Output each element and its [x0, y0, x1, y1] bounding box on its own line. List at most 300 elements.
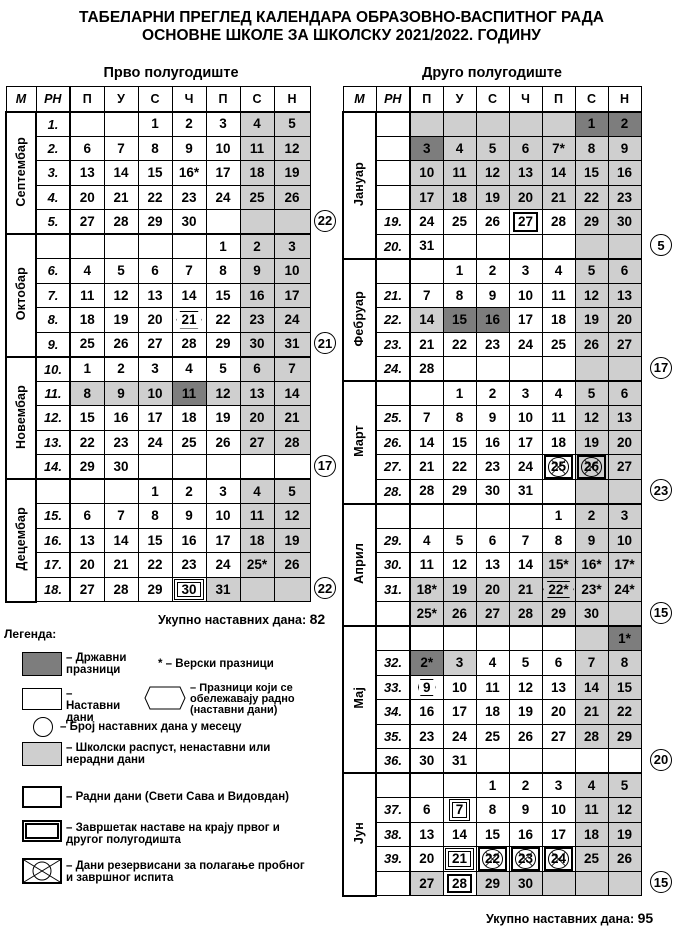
- day-cell: 22: [206, 308, 240, 333]
- end-of-term-swatch: [22, 820, 62, 842]
- day-cell: 24: [410, 210, 443, 235]
- day-cell: 8: [206, 259, 240, 284]
- column-header: П: [542, 87, 575, 112]
- first-half-calendar: [5, 86, 311, 603]
- day-cell: 13: [509, 161, 542, 186]
- day-cell: 27: [70, 577, 104, 602]
- week-row: [343, 479, 641, 504]
- day-cell: 17: [206, 161, 240, 186]
- legend-teaching-days: – Наставни дани: [66, 688, 121, 724]
- day-cell: 9: [476, 283, 509, 308]
- day-cell: [575, 749, 608, 774]
- day-cell: 12: [476, 161, 509, 186]
- week-number: 18.: [36, 577, 70, 602]
- day-cell: 15: [476, 822, 509, 847]
- day-cell: 19: [274, 528, 310, 553]
- week-row: [343, 455, 641, 480]
- day-cell: 13: [240, 381, 274, 406]
- day-cell: 20: [240, 406, 274, 431]
- day-cell: 25: [542, 332, 575, 357]
- day-cell: 11: [410, 553, 443, 578]
- week-number: 20.: [376, 234, 410, 259]
- day-cell: 3: [509, 381, 542, 406]
- month-name: Фебруар: [352, 290, 367, 347]
- day-cell: 28: [274, 430, 310, 455]
- day-cell: 26: [104, 332, 138, 357]
- day-cell: 7: [410, 406, 443, 431]
- week-number: 27.: [376, 455, 410, 480]
- day-cell: 17: [509, 308, 542, 333]
- day-cell: [240, 577, 274, 602]
- week-row: [343, 773, 641, 798]
- day-cell: 25*: [410, 602, 443, 627]
- school-break-swatch: [22, 742, 62, 766]
- week-row: [343, 749, 641, 774]
- week-row: [343, 700, 641, 725]
- day-cell: 9: [172, 136, 206, 161]
- week-number: 17.: [36, 553, 70, 578]
- day-cell: [542, 749, 575, 774]
- day-cell: [575, 626, 608, 651]
- day-cell: 24: [206, 553, 240, 578]
- day-cell: 31: [443, 749, 476, 774]
- day-cell: 19: [274, 161, 310, 186]
- day-cell: 30: [104, 455, 138, 480]
- day-cell: 10: [542, 798, 575, 823]
- day-cell: 25: [70, 332, 104, 357]
- week-row: [6, 185, 310, 210]
- day-cell: [443, 847, 476, 872]
- day-cell: 16: [476, 430, 509, 455]
- day-cell: 7: [274, 357, 310, 382]
- day-cell: 20: [70, 185, 104, 210]
- week-number: 28.: [376, 479, 410, 504]
- column-header: С: [575, 87, 608, 112]
- state-holiday-swatch: [22, 652, 62, 676]
- column-header: П: [70, 87, 104, 112]
- day-cell: 18: [70, 308, 104, 333]
- day-cell: 22: [70, 430, 104, 455]
- day-cell: [443, 871, 476, 896]
- day-cell: 10: [608, 528, 641, 553]
- week-number: [376, 112, 410, 137]
- day-cell: 25: [172, 430, 206, 455]
- first-half-title: Прво полугодиште: [103, 65, 239, 81]
- day-cell: 30: [476, 479, 509, 504]
- day-cell: 3: [206, 479, 240, 504]
- day-cell: 10: [443, 675, 476, 700]
- month-cell: [6, 479, 36, 602]
- day-cell: 27: [410, 871, 443, 896]
- day-cell: 20: [476, 577, 509, 602]
- week-row: [343, 577, 641, 602]
- day-cell: 25: [476, 724, 509, 749]
- day-cell: 14: [104, 528, 138, 553]
- day-cell: 17: [443, 700, 476, 725]
- day-cell: 1: [575, 112, 608, 137]
- day-cell: 21: [274, 406, 310, 431]
- working-day-swatch: [22, 786, 62, 808]
- day-cell: 8: [608, 651, 641, 676]
- day-cell: 18: [240, 161, 274, 186]
- day-cell: 12: [575, 406, 608, 431]
- week-number: 30.: [376, 553, 410, 578]
- week-number: [376, 871, 410, 896]
- day-cell: 29: [608, 724, 641, 749]
- day-cell: 10: [138, 381, 172, 406]
- day-cell: 6: [138, 259, 172, 284]
- day-cell: 20: [509, 185, 542, 210]
- week-row: [343, 651, 641, 676]
- day-cell: 16: [410, 700, 443, 725]
- day-cell: 20: [70, 553, 104, 578]
- day-cell: 3: [509, 259, 542, 284]
- week-row: [343, 210, 641, 235]
- column-header: РН: [376, 87, 410, 112]
- day-cell: 7: [410, 283, 443, 308]
- day-cell: 2: [104, 357, 138, 382]
- legend-days-per-month: – Број наставних дана у месецу: [60, 721, 242, 733]
- day-cell: [509, 112, 542, 137]
- day-cell: [443, 112, 476, 137]
- day-cell: 11: [476, 675, 509, 700]
- day-cell: 23: [476, 455, 509, 480]
- day-cell: 28: [104, 210, 138, 235]
- day-cell: 27: [542, 724, 575, 749]
- month-day-count: 15: [650, 871, 672, 893]
- day-cell: 21: [542, 185, 575, 210]
- day-cell: 8: [138, 504, 172, 529]
- holiday-working-marker: 21: [176, 311, 201, 329]
- day-cell: [206, 210, 240, 235]
- week-row: [6, 479, 310, 504]
- day-cell: 18: [542, 308, 575, 333]
- day-cell: 31: [410, 234, 443, 259]
- day-cell: 13: [138, 283, 172, 308]
- day-cell: 31: [509, 479, 542, 504]
- day-cell: 17: [542, 822, 575, 847]
- day-cell: 6: [608, 259, 641, 284]
- month-cell: [343, 773, 376, 896]
- day-cell: 15: [206, 283, 240, 308]
- day-cell: 19: [575, 430, 608, 455]
- day-cell: 15: [138, 528, 172, 553]
- week-row: [343, 259, 641, 284]
- day-cell: 13: [410, 822, 443, 847]
- day-cell: 30: [509, 871, 542, 896]
- day-cell: 29: [476, 871, 509, 896]
- week-row: [6, 161, 310, 186]
- day-cell: [410, 675, 443, 700]
- day-cell: [206, 455, 240, 480]
- day-cell: 15: [443, 430, 476, 455]
- day-cell: [70, 112, 104, 137]
- week-row: [343, 553, 641, 578]
- day-cell: 1: [70, 357, 104, 382]
- day-cell: 1: [542, 504, 575, 529]
- month-name: Јануар: [352, 161, 367, 206]
- month-cell: [343, 381, 376, 504]
- day-cell: 5: [509, 651, 542, 676]
- day-cell: 9: [608, 136, 641, 161]
- day-cell: 23: [240, 308, 274, 333]
- week-row: [6, 332, 310, 357]
- day-cell: 12: [274, 136, 310, 161]
- week-row: [343, 406, 641, 431]
- exam-day-marker: 25: [544, 455, 573, 479]
- day-cell: 9: [575, 528, 608, 553]
- exam-day-marker: 24: [544, 847, 573, 871]
- day-cell: 5: [274, 479, 310, 504]
- week-number: 2.: [36, 136, 70, 161]
- day-cell: 16*: [172, 161, 206, 186]
- week-row: [343, 308, 641, 333]
- week-number: 7.: [36, 283, 70, 308]
- day-cell: 24: [206, 185, 240, 210]
- legend-religious-holidays: * – Верски празници: [158, 658, 274, 670]
- day-cell: 21: [575, 700, 608, 725]
- day-cell: 29: [138, 577, 172, 602]
- day-cell: 1: [138, 112, 172, 137]
- day-cell: 10: [274, 259, 310, 284]
- week-row: [343, 357, 641, 382]
- column-header: С: [240, 87, 274, 112]
- exam-day-marker: 22: [478, 847, 507, 871]
- week-row: [343, 430, 641, 455]
- day-cell: 7: [172, 259, 206, 284]
- day-cell: 28: [172, 332, 206, 357]
- day-cell: 24: [443, 724, 476, 749]
- week-number: 36.: [376, 749, 410, 774]
- day-cell: 12: [206, 381, 240, 406]
- week-number: 4.: [36, 185, 70, 210]
- day-cell: 16: [608, 161, 641, 186]
- month-day-count: 22: [314, 210, 336, 232]
- day-cell: 9: [240, 259, 274, 284]
- day-cell: 22: [138, 553, 172, 578]
- day-cell: 7*: [542, 136, 575, 161]
- day-cell: [240, 455, 274, 480]
- week-number: 5.: [36, 210, 70, 235]
- day-cell: 2*: [410, 651, 443, 676]
- day-cell: 18*: [410, 577, 443, 602]
- week-row: [343, 136, 641, 161]
- day-cell: 22: [575, 185, 608, 210]
- day-cell: 3: [138, 357, 172, 382]
- day-cell: 6: [542, 651, 575, 676]
- legend-working-days: – Радни дани (Свети Сава и Видовдан): [66, 791, 289, 803]
- day-cell: 26: [476, 210, 509, 235]
- day-cell: 19: [206, 406, 240, 431]
- day-cell: 2: [172, 479, 206, 504]
- day-cell: 9: [104, 381, 138, 406]
- week-number: 32.: [376, 651, 410, 676]
- day-cell: [476, 234, 509, 259]
- day-cell: 14: [410, 308, 443, 333]
- day-cell: 11: [240, 504, 274, 529]
- day-cell: 20: [138, 308, 172, 333]
- day-cell: 30: [410, 749, 443, 774]
- column-header: М: [343, 87, 376, 112]
- day-cell: [443, 626, 476, 651]
- month-name: Март: [352, 425, 367, 457]
- day-cell: 14: [104, 161, 138, 186]
- week-row: [6, 210, 310, 235]
- month-day-count: 15: [650, 602, 672, 624]
- day-cell: 8: [70, 381, 104, 406]
- day-cell: 15*: [542, 553, 575, 578]
- week-number: 24.: [376, 357, 410, 382]
- day-cell: 5: [608, 773, 641, 798]
- day-cell: [608, 749, 641, 774]
- day-cell: 13: [476, 553, 509, 578]
- day-cell: 2: [575, 504, 608, 529]
- week-number: 10.: [36, 357, 70, 382]
- day-cell: 24: [509, 455, 542, 480]
- day-cell: 2: [476, 259, 509, 284]
- day-cell: [608, 602, 641, 627]
- week-number: [376, 504, 410, 529]
- day-cell: 2: [509, 773, 542, 798]
- month-name: Септембар: [13, 136, 28, 207]
- day-cell: [542, 357, 575, 382]
- day-cell: 7: [509, 528, 542, 553]
- day-cell: 18: [575, 822, 608, 847]
- day-cell: 10: [509, 283, 542, 308]
- day-cell: 23: [476, 332, 509, 357]
- day-cell: [172, 577, 206, 602]
- day-cell: 30: [172, 210, 206, 235]
- day-cell: [172, 234, 206, 259]
- week-row: [6, 234, 310, 259]
- week-row: [343, 381, 641, 406]
- day-cell: [104, 112, 138, 137]
- day-cell: 16: [476, 308, 509, 333]
- day-cell: 2: [608, 112, 641, 137]
- day-cell: [138, 234, 172, 259]
- end-of-term-marker: 7: [449, 799, 471, 821]
- second-half-calendar: [342, 86, 642, 897]
- column-header: У: [443, 87, 476, 112]
- day-cell: [542, 112, 575, 137]
- day-cell: 14: [172, 283, 206, 308]
- day-cell: 13: [608, 283, 641, 308]
- first-half-total: [158, 611, 325, 627]
- day-cell: 29: [575, 210, 608, 235]
- holiday-working-marker: 22*: [543, 581, 573, 599]
- week-number: 11.: [36, 381, 70, 406]
- day-cell: 14: [509, 553, 542, 578]
- column-header: Н: [274, 87, 310, 112]
- day-cell: [476, 749, 509, 774]
- day-cell: 26: [509, 724, 542, 749]
- day-cell: [443, 357, 476, 382]
- week-row: [343, 234, 641, 259]
- day-cell: 12: [509, 675, 542, 700]
- month-cell: [6, 234, 36, 357]
- holiday-working-marker: 9: [418, 679, 436, 697]
- day-cell: 11: [172, 381, 206, 406]
- week-row: [6, 381, 310, 406]
- exam-day-marker: 23: [511, 847, 540, 871]
- month-day-count: 21: [314, 332, 336, 354]
- day-cell: 23: [172, 553, 206, 578]
- week-row: [343, 602, 641, 627]
- day-cell: 12: [274, 504, 310, 529]
- month-day-count: 23: [650, 479, 672, 501]
- day-cell: 31: [206, 577, 240, 602]
- day-cell: 27: [608, 455, 641, 480]
- week-row: [343, 283, 641, 308]
- day-cell: [608, 234, 641, 259]
- day-cell: 16*: [575, 553, 608, 578]
- week-number: [36, 234, 70, 259]
- day-cell: 4: [443, 136, 476, 161]
- day-cell: 5: [274, 112, 310, 137]
- week-row: [343, 798, 641, 823]
- column-header: С: [138, 87, 172, 112]
- day-cell: [476, 847, 509, 872]
- day-cell: 26: [206, 430, 240, 455]
- day-cell: 19: [476, 185, 509, 210]
- day-cell: 28: [509, 602, 542, 627]
- working-day-marker: 28: [447, 874, 472, 894]
- week-row: [343, 504, 641, 529]
- week-row: [6, 136, 310, 161]
- day-cell: 5: [206, 357, 240, 382]
- month-name: Октобар: [13, 267, 28, 321]
- day-cell: 2: [476, 381, 509, 406]
- week-row: [6, 308, 310, 333]
- week-number: [376, 626, 410, 651]
- week-number: 13.: [36, 430, 70, 455]
- day-cell: 25: [240, 185, 274, 210]
- month-day-count: 5: [650, 234, 672, 256]
- day-cell: 2: [172, 112, 206, 137]
- day-cell: [172, 455, 206, 480]
- day-cell: 29: [138, 210, 172, 235]
- week-row: [6, 504, 310, 529]
- day-cell: 31: [274, 332, 310, 357]
- day-cell: 10: [206, 136, 240, 161]
- month-name: Април: [352, 543, 367, 584]
- day-cell: 29: [70, 455, 104, 480]
- week-number: 9.: [36, 332, 70, 357]
- month-name: Децембар: [13, 507, 28, 571]
- week-row: [6, 577, 310, 602]
- diamond-swatch: [144, 686, 186, 710]
- day-cell: 22: [138, 185, 172, 210]
- day-cell: 27: [240, 430, 274, 455]
- legend-end-of-term: – Завршетак наставе на крају првог и другог полугодишта: [66, 822, 280, 846]
- day-cell: 8: [575, 136, 608, 161]
- week-number: [376, 161, 410, 186]
- day-cell: [608, 357, 641, 382]
- day-cell: 23: [172, 185, 206, 210]
- day-cell: 6: [70, 504, 104, 529]
- day-cell: 27: [476, 602, 509, 627]
- day-cell: [542, 479, 575, 504]
- legend-holidays-working: – Празници који се обележавају радно (наставни дани): [190, 682, 295, 716]
- day-cell: 1: [443, 381, 476, 406]
- exam-day-marker: 26: [577, 455, 606, 479]
- week-number: [376, 136, 410, 161]
- day-cell: [274, 210, 310, 235]
- day-cell: 24: [138, 430, 172, 455]
- day-cell: 22: [443, 455, 476, 480]
- month-cell: [6, 112, 36, 235]
- day-cell: [575, 479, 608, 504]
